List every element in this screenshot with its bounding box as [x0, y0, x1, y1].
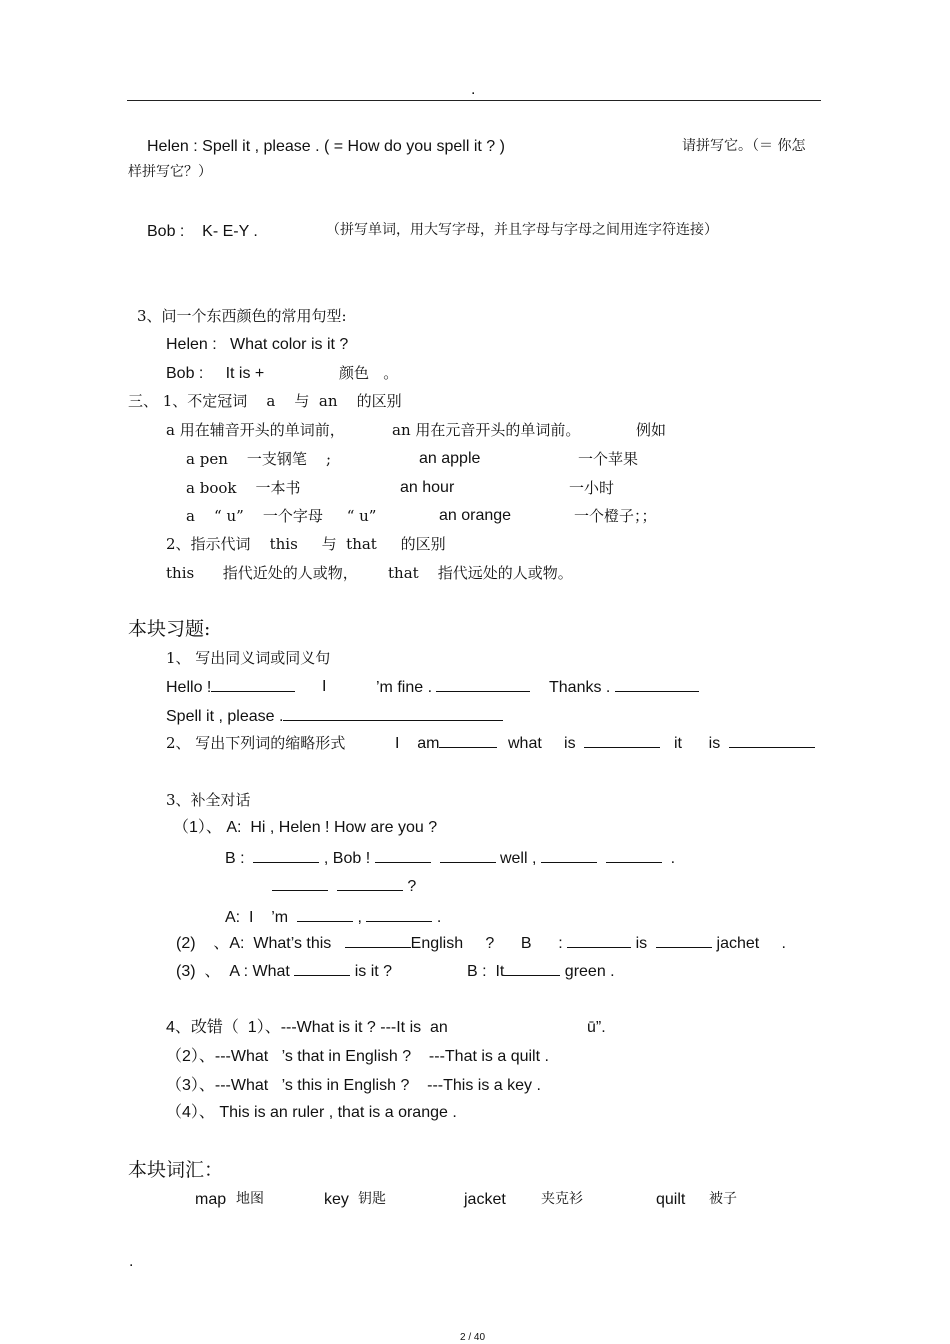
san-ex1-a: a pen 一支钢笔 ;	[186, 450, 332, 468]
bob-spell-line: Bob : K- E-Y .	[147, 223, 258, 240]
q3-1b-blank5[interactable]	[606, 848, 662, 863]
q4-3: （3）、---What ’s this in English ? ---This is a key .	[166, 1077, 541, 1094]
q3-2-blank2[interactable]	[567, 933, 631, 948]
q1-spell-blank[interactable]	[283, 706, 503, 721]
san-ex2-c: 一小时	[569, 479, 615, 497]
san-ex3-c: 一个橙子；；	[574, 507, 657, 525]
helen-spell-line: Helen : Spell it , please . ( = How do you spell it ? )	[147, 138, 505, 155]
q3-1d-blank2[interactable]	[366, 907, 432, 922]
q3-title: 3、补全对话	[166, 791, 251, 809]
q4-2: （2）、---What ’s that in English ? ---That is a quilt .	[166, 1048, 549, 1065]
s3-bob-cn: 颜色 。	[339, 364, 399, 382]
header-rule	[127, 100, 821, 101]
vocab-item-cn: 地图	[236, 1191, 264, 1207]
q3-3-blank2[interactable]	[504, 961, 560, 976]
san-ex2-b: an hour	[400, 479, 455, 496]
q3-1c: ?	[272, 876, 416, 897]
q2-it-is: it is	[674, 733, 815, 754]
san-title2: 2、指示代词 this 与 that 的区别	[166, 535, 446, 553]
san-ex1-c: 一个苹果	[578, 450, 639, 468]
exercises-title: 本块习题:	[128, 618, 211, 640]
helen-spell-cn-cont: 样拼写它？）	[128, 164, 212, 180]
vocab-item-cn: 钥匙	[358, 1191, 386, 1207]
q4-4: （4）、 This is an ruler , that is a orange .	[166, 1104, 457, 1121]
san-ex1-b: an apple	[419, 450, 481, 467]
q1-spell: Spell it , please .	[166, 706, 503, 727]
q1-fine-blank[interactable]	[436, 677, 530, 692]
q1-hello: Hello !	[166, 677, 295, 698]
q1-i: I	[322, 678, 327, 695]
san-ex3-a: a “ u” 一个字母 “ u”	[186, 507, 377, 525]
san-rule-c: 例如	[636, 421, 667, 439]
vocab-item-cn: 夹克衫	[541, 1191, 583, 1207]
q1-thanks-blank[interactable]	[615, 677, 699, 692]
q3-1b-blank2[interactable]	[375, 848, 431, 863]
q2-it-is-blank[interactable]	[729, 733, 815, 748]
vocab-title: 本块词汇：	[128, 1159, 224, 1181]
s3-helen: Helen : What color is it ?	[166, 336, 349, 353]
q3-1b-blank4[interactable]	[541, 848, 597, 863]
q2-i-am: I am	[395, 733, 497, 754]
san-ex2-a: a book 一本书	[186, 479, 301, 497]
q1-title: 1、 写出同义词或同义句	[166, 649, 331, 667]
helen-spell-cn: 请拼写它。（＝ 你怎	[682, 138, 806, 154]
san-that: that 指代远处的人或物。	[388, 564, 573, 582]
q3-1d: A: I ’m , .	[225, 909, 442, 926]
bob-spell-cn: （拼写单词，用大写字母，并且字母与字母之间用连字符连接）	[326, 222, 718, 238]
q2-what-is-blank[interactable]	[584, 733, 660, 748]
vocab-item-en: jacket	[464, 1191, 506, 1208]
q1-hello-blank[interactable]	[211, 677, 295, 692]
q3-2-blank1[interactable]	[345, 933, 411, 948]
vocab-item-en: key	[324, 1191, 349, 1208]
q3-1d-blank1[interactable]	[297, 907, 353, 922]
q4-1: 4、改错（ 1）、---What is it ? ---It is an	[166, 1019, 448, 1036]
q3-1b-blank3[interactable]	[440, 848, 496, 863]
page-number: 2 / 40	[460, 1332, 486, 1343]
san-rule-b: an 用在元音开头的单词前。	[392, 421, 581, 439]
q4-1-end: ū”.	[587, 1019, 606, 1036]
q3-3-left: (3) 、 A : What is it ?	[176, 963, 393, 980]
vocab-item-en: quilt	[656, 1191, 686, 1208]
san-rule-a: a 用在辅音开头的单词前，	[166, 421, 345, 439]
q1-thanks: Thanks .	[549, 677, 699, 698]
s3-bob: Bob : It is +	[166, 365, 265, 382]
q1-fine: ’m fine .	[376, 677, 530, 698]
footer-dot: .	[129, 1253, 134, 1270]
q3-1b-blank1[interactable]	[253, 848, 319, 863]
q3-1c-blank2[interactable]	[337, 876, 403, 891]
header-dot: .	[471, 81, 476, 98]
q3-1c-blank1[interactable]	[272, 876, 328, 891]
q3-2: (2) 、A: What’s this English ? B : is jachet .	[176, 935, 786, 952]
san-this: this 指代近处的人或物，	[166, 564, 358, 582]
q3-2-blank3[interactable]	[656, 933, 712, 948]
q2-what-is: what is	[508, 733, 660, 754]
san-ex3-b: an orange	[439, 507, 512, 524]
q2-title: 2、 写出下列词的缩略形式	[166, 734, 346, 752]
q3-1b: B : , Bob ! well , .	[225, 850, 676, 867]
q3-3-blank1[interactable]	[294, 961, 350, 976]
q3-1a: （1）、 A: Hi , Helen ! How are you ?	[173, 819, 438, 836]
q3-3-right: B : It green .	[467, 963, 615, 980]
vocab-item-en: map	[195, 1191, 227, 1208]
san-title: 三、 1、不定冠词 a 与 an 的区别	[128, 392, 402, 410]
q2-i-am-blank[interactable]	[439, 733, 497, 748]
vocab-item-cn: 被子	[709, 1191, 737, 1207]
s3-title: 3、问一个东西颜色的常用句型:	[137, 307, 347, 325]
